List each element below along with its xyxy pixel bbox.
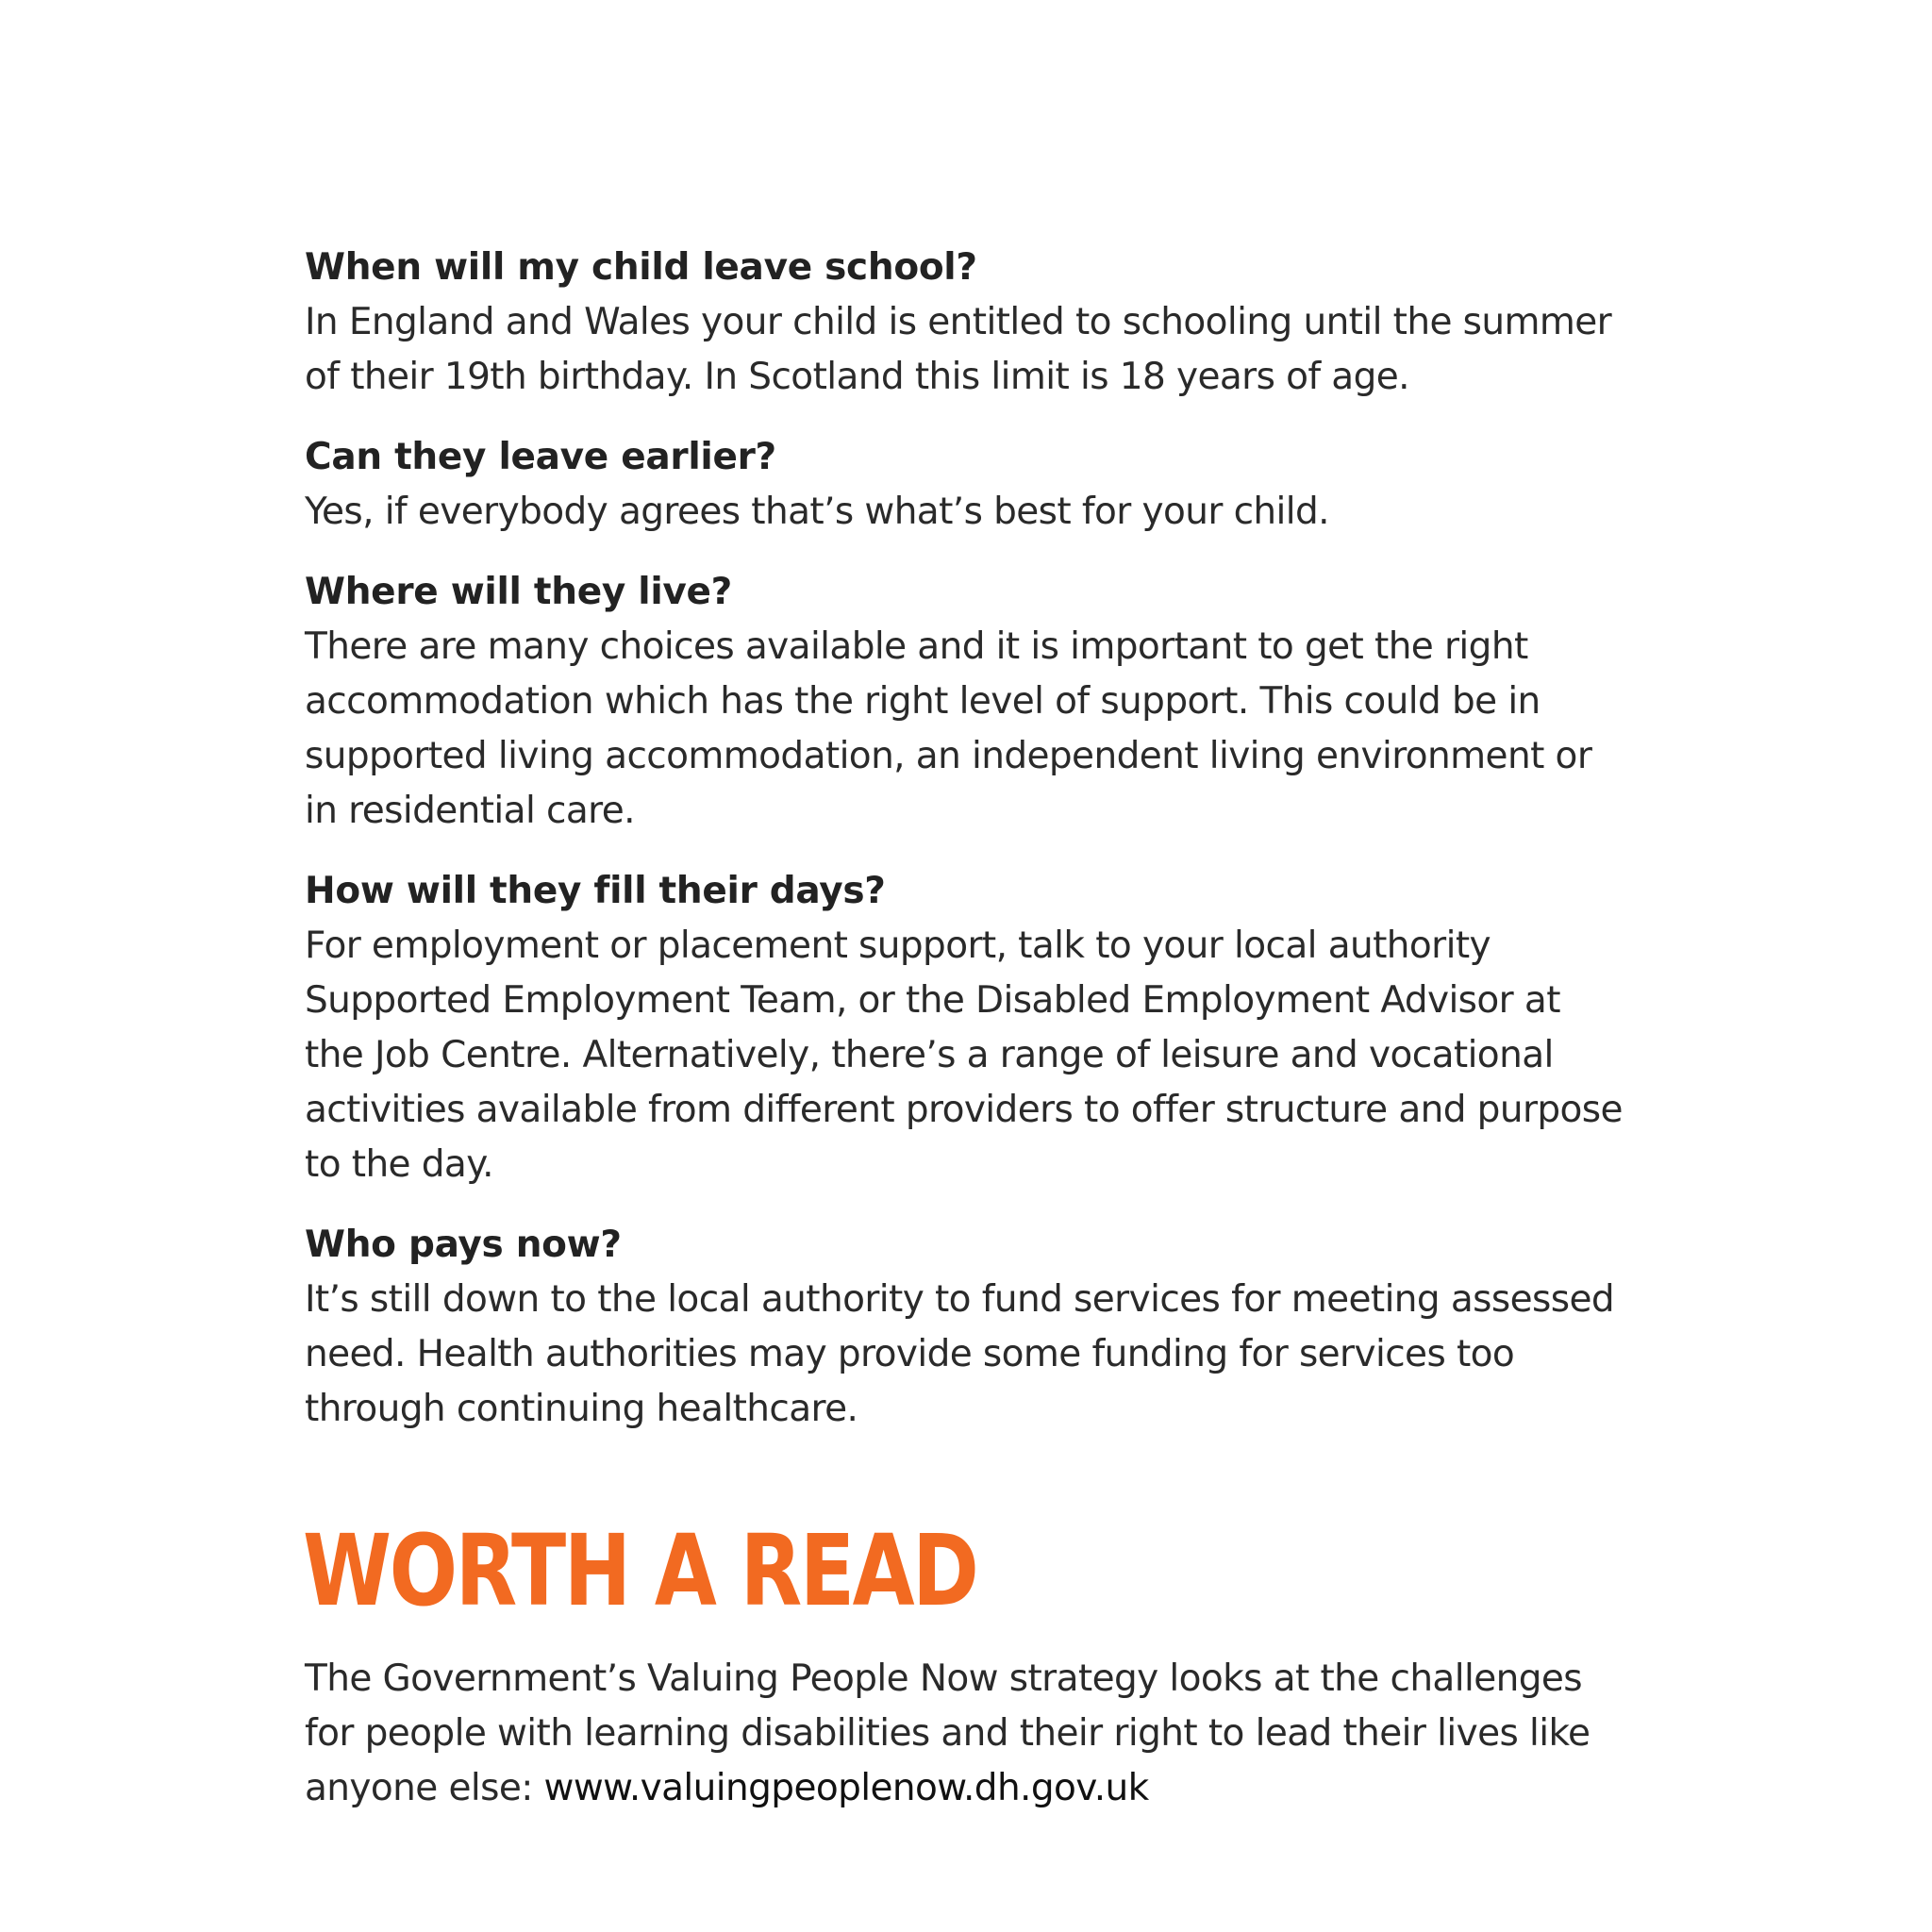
faq-section-fill-days: [305, 864, 1682, 1192]
answer-paragraph: [305, 1273, 1682, 1437]
worth-a-read-line: for people with learning disabilities and their right to lead their lives like: [305, 1712, 1591, 1755]
answer-line: in residential care.: [305, 790, 635, 832]
answer-line: Yes, if everybody agrees that’s what’s best for your child.: [305, 491, 1329, 533]
answer-line: There are many choices available and it is important to get the right: [305, 625, 1528, 668]
answer-line: supported living accommodation, an independent living environment or: [305, 735, 1592, 777]
answer-line: of their 19th birthday. In Scotland this limit is 18 years of age.: [305, 356, 1409, 398]
faq-section-leave-school: [305, 241, 1682, 405]
faq-section-leave-earlier: [305, 430, 1682, 540]
answer-line: activities available from different providers to offer structure and purpose: [305, 1089, 1623, 1131]
answer-line: need. Health authorities may provide some funding for services too: [305, 1333, 1515, 1375]
worth-a-read-heading: WORTH A READ: [303, 1513, 977, 1628]
answer-line: accommodation which has the right level of support. This could be in: [305, 680, 1541, 723]
answer-line: through continuing healthcare.: [305, 1388, 858, 1430]
answer-paragraph: [305, 295, 1682, 405]
answer-paragraph: [305, 620, 1682, 839]
question-heading: When will my child leave school?: [305, 246, 977, 289]
worth-a-read-last-line: [305, 1761, 1682, 1816]
faq-section-who-pays: [305, 1218, 1682, 1437]
answer-paragraph: [305, 919, 1682, 1192]
question-heading: How will they fill their days?: [305, 870, 886, 912]
answer-line: the Job Centre. Alternatively, there’s a range of leisure and vocational: [305, 1034, 1554, 1076]
worth-a-read-prefix: anyone else:: [305, 1767, 544, 1809]
answer-paragraph: [305, 485, 1682, 540]
valuing-people-now-link[interactable]: www.valuingpeoplenow.dh.gov.uk: [543, 1767, 1149, 1809]
question-heading: Can they leave earlier?: [305, 436, 776, 478]
question-heading: Where will they live?: [305, 571, 732, 613]
worth-a-read-line: The Government’s Valuing People Now strategy looks at the challenges: [305, 1657, 1582, 1700]
faq-section-where-live: [305, 565, 1682, 839]
answer-line: to the day.: [305, 1143, 493, 1186]
answer-line: It’s still down to the local authority to fund services for meeting assessed: [305, 1278, 1614, 1321]
worth-a-read-paragraph: [305, 1652, 1682, 1816]
answer-line: Supported Employment Team, or the Disabled Employment Advisor at: [305, 979, 1560, 1022]
faq-content: [305, 241, 1682, 1462]
question-heading: Who pays now?: [305, 1224, 622, 1266]
answer-line: For employment or placement support, talk to your local authority: [305, 924, 1491, 967]
answer-line: In England and Wales your child is entitled to schooling until the summer: [305, 301, 1612, 343]
